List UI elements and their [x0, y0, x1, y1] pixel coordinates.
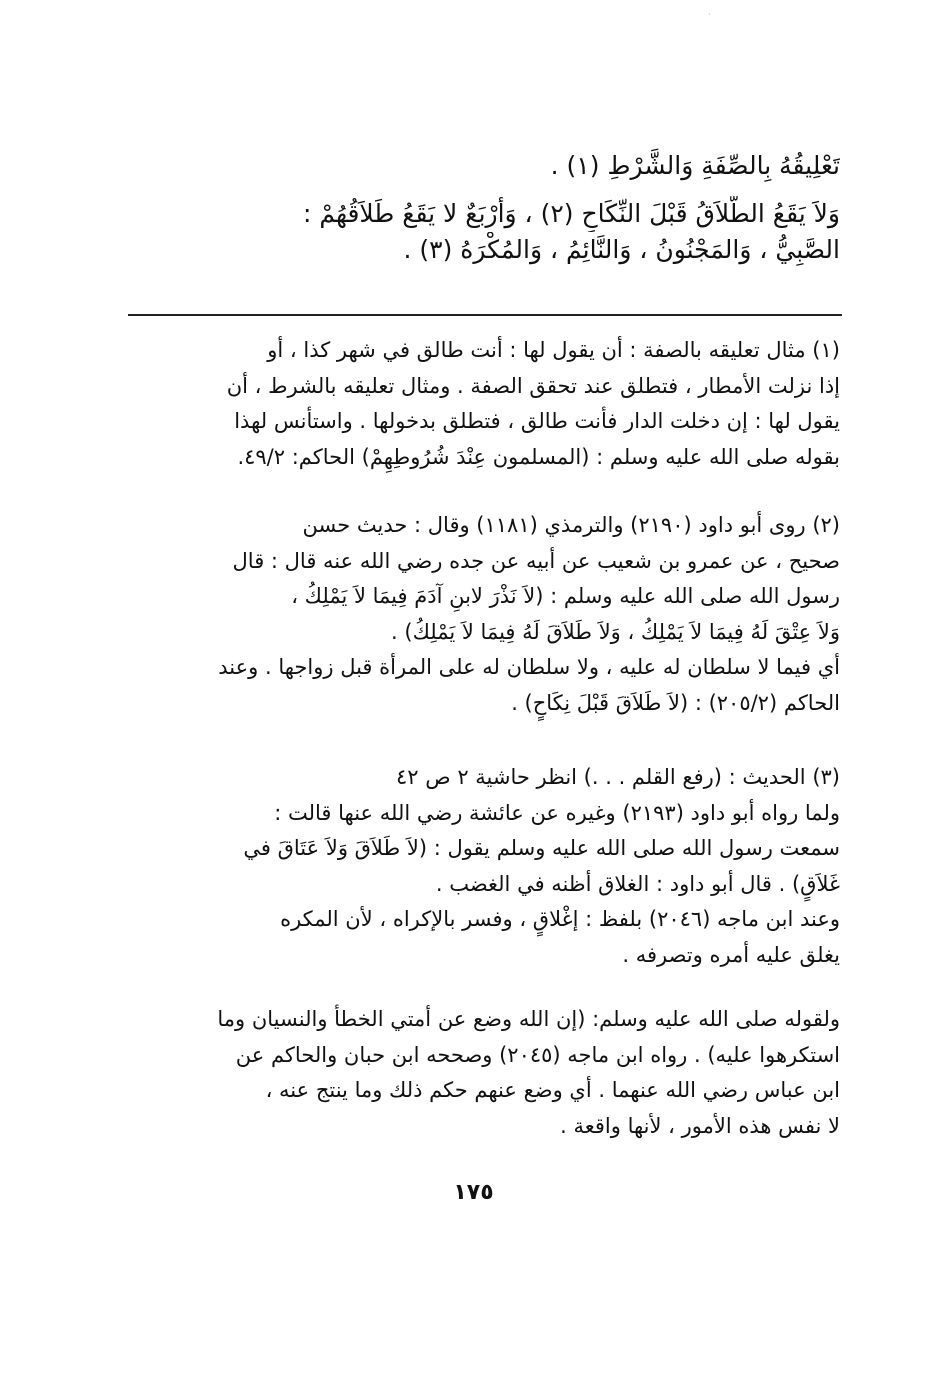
main-line: تَعْلِيقُهُ بِالصِّفَةِ وَالشَّرْطِ (١) . [550, 151, 840, 180]
footnote-line: سمعت رسول الله صلى الله عليه وسلم يقول : (لاَ طَلاَقَ وَلاَ عَتَاقَ في [243, 836, 840, 860]
main-line: الصَّبِيُّ ، وَالمَجْنُونُ ، وَالنَّائِمُ ، وَالمُكْرَهُ (٣) . [403, 235, 840, 264]
footnote-line: (١) مثال تعليقه بالصفة : أن يقول لها : أنت طالق في شهر كذا ، أو [267, 338, 840, 362]
main-text [130, 148, 840, 268]
main-line: وَلاَ يَقَعُ الطَّلاَقُ قَبْلَ النِّكَاحِ (٢) ، وَأَرْبَعٌ لا يَقَعُ طَلاَقُهُمْ : [302, 199, 840, 228]
footnote-line: رسول الله صلى الله عليه وسلم : (لاَ نَذْرَ لابنِ آدَمَ فِيمَا لاَ يَمْلِكُ ، [291, 584, 840, 608]
footnote-line: يغلق عليه أمره وتصرفه . [622, 942, 840, 967]
footnote-line: بقوله صلى الله عليه وسلم : (المسلمون عِنْدَ شُرُوطِهِمْ) الحاكم: ٤٩/٢. [237, 444, 840, 469]
footnote-3 [130, 760, 840, 973]
scan-speck: · [708, 10, 711, 19]
footnote-line: ولقوله صلى الله عليه وسلم: (إن الله وضع عن أمتي الخطأ والنسيان وما [217, 1007, 840, 1031]
footnote-line: ولما رواه أبو داود (٢١٩٣) وغيره عن عائشة رضي الله عنها قالت : [274, 800, 840, 825]
footnote-line: (٢) روى أبو داود (٢١٩٠) والترمذي (١١٨١) وقال : حديث حسن [302, 513, 840, 537]
footnote-line: ابن عباس رضي الله عنهما . أي وضع عنهم حكم ذلك وما ينتج عنه ، [265, 1078, 840, 1102]
footnote-line: وعند ابن ماجه (٢٠٤٦) بلفظ : إغْلاقٍ ، وفسر بالإكراه ، لأن المكره [280, 907, 840, 931]
footnote-line: (٣) الحديث : (رفع القلم . . .) انظر حاشية ٢ ص ٤٢ [396, 765, 840, 789]
footnote-line: الحاكم (٢٠٥/٢) : (لاَ طَلاَقَ قَبْلَ نِكَاحٍ) . [511, 690, 840, 715]
footnote-line: غَلاَقٍ) . قال أبو داود : الغلاق أظنه في الغضب . [435, 871, 840, 896]
footnote-line: يقول لها : إن دخلت الدار فأنت طالق ، فتطلق بدخولها . واستأنس لهذا [234, 409, 840, 433]
footnote-continuation [130, 1002, 840, 1144]
footnote-separator [128, 314, 842, 316]
page-number: ١٧٥ [453, 1180, 494, 1205]
footnote-1 [130, 333, 840, 475]
footnote-line: لا نفس هذه الأمور ، لأنها واقعة . [560, 1113, 840, 1138]
footnote-2 [130, 508, 840, 721]
footnote-line: وَلاَ عِتْقَ لَهُ فِيمَا لاَ يَمْلِكُ ، وَلاَ طَلاَقَ لَهُ فِيمَا لاَ يَمْلِكُ) . [391, 619, 840, 644]
footnote-line: أي فيما لا سلطان له عليه ، ولا سلطان له على المرأة قبل زواجها . وعند [218, 655, 840, 679]
footnote-line: إذا نزلت الأمطار ، فتطلق عند تحقق الصفة . ومثال تعليقه بالشرط ، أن [226, 373, 840, 398]
footnote-line: صحيح ، عن عمرو بن شعيب عن أبيه عن جده رضي الله عنه قال : قال [232, 548, 840, 573]
footnote-line: استكرهوا عليه) . رواه ابن ماجه (٢٠٤٥) وصححه ابن حبان والحاكم عن [235, 1042, 840, 1067]
